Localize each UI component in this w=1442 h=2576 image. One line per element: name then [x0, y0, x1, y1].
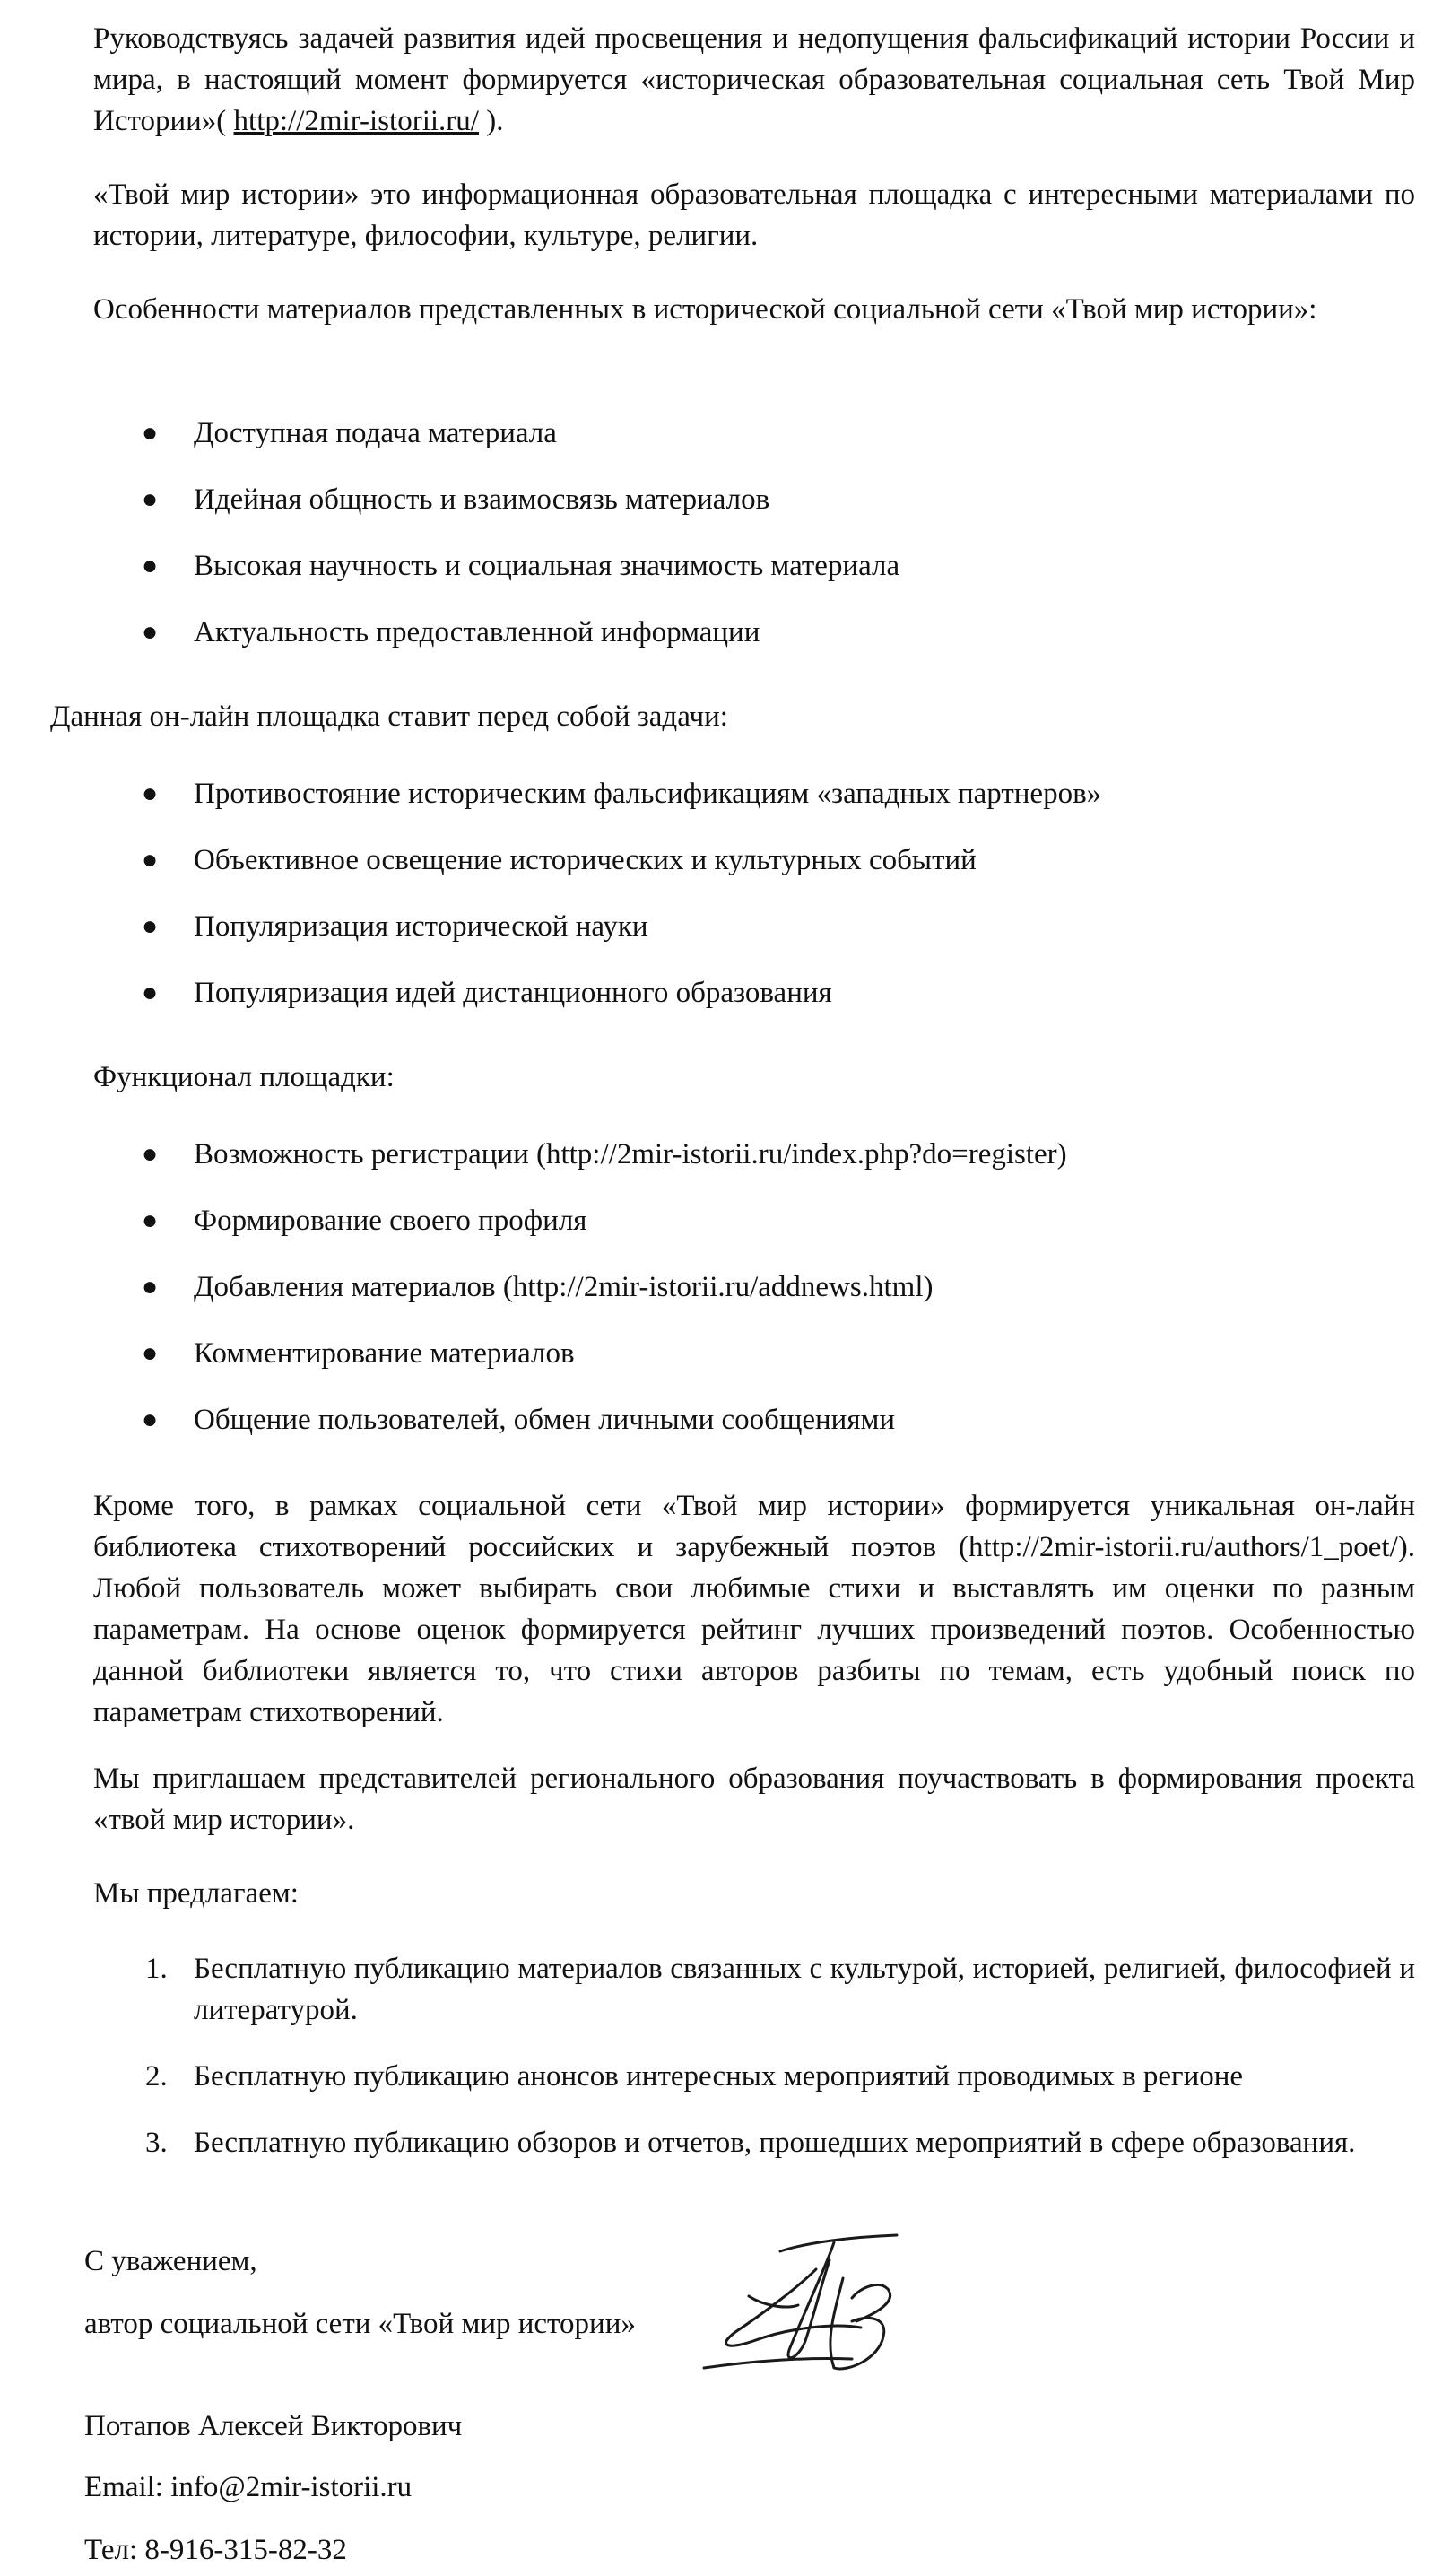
list-item: ● Противостояние историческим фальсификациям «западных партнеров» — [93, 773, 1415, 814]
list-number: 3. — [145, 2127, 168, 2159]
contact-phone: Тел: 8-916-315-82-32 — [84, 2534, 347, 2566]
list-item: ● Возможность регистрации (http://2mir-istorii.ru/index.php?do=register) — [93, 1134, 1415, 1175]
list-number: 2. — [145, 2060, 168, 2093]
offer-list — [93, 1948, 1415, 2189]
library-paragraph: Кроме того, в рамках социальной сети «Твой мир истории» формируется уникальная он-лайн библиотека стихотворений российских и зарубежный поэтов (http://2mir-istorii.ru/authors/1_poet/). Любой пользователь может выбирать свои любимые стихи и выставлять им оценки по разным параметрам. На основе оценок формируется рейтинг лучших произведений поэтов. Особенностью данной библиотеки является то, что стихи авторов разбиты по темам, есть удобный поиск по параметрам стихотворений. — [93, 1490, 1415, 1728]
functions-list — [93, 1134, 1415, 1466]
list-item: ● Добавления материалов (http://2mir-istorii.ru/addnews.html) — [93, 1266, 1415, 1308]
tasks-list — [93, 773, 1415, 1039]
intro-paragraph — [93, 18, 1415, 142]
functions-heading: Функционал площадки: — [93, 1061, 395, 1093]
description-paragraph: «Твой мир истории» это информационная образовательная площадка с интересными материалами по истории, литературе, философии, культуре, религии. — [93, 178, 1415, 252]
intro-text: Руководствуясь задачей развития идей просвещения и недопущения фальсификаций истории России и мира, в настоящий момент формируется «историческая образовательная социальная сеть Твой Мир Истории»( — [93, 22, 1415, 137]
bullet-icon: ● — [142, 911, 159, 941]
list-item: ● Идейная общность и взаимосвязь материалов — [93, 479, 1415, 520]
bullet-icon: ● — [142, 1205, 159, 1235]
intro-text-end: ). — [478, 105, 504, 137]
list-item: ● Актуальность предоставленной информации — [93, 612, 1415, 653]
bullet-icon: ● — [142, 1272, 159, 1301]
list-number: 1. — [145, 1953, 168, 1985]
contact-email[interactable]: Email: info@2mir-istorii.ru — [84, 2471, 413, 2503]
site-link[interactable]: http://2mir-istorii.ru/ — [233, 105, 479, 137]
bullet-icon: ● — [142, 845, 159, 875]
list-item: ● Общение пользователей, обмен личными сообщениями — [93, 1399, 1415, 1440]
features-heading: Особенности материалов представленных в исторической социальной сети «Твой мир истории»: — [93, 293, 1317, 326]
bullet-icon: ● — [142, 978, 159, 1007]
offer-heading: Мы предлагаем: — [93, 1877, 299, 1910]
handwritten-signature — [699, 2215, 915, 2386]
bullet-icon: ● — [142, 1405, 159, 1434]
bullet-icon: ● — [142, 617, 159, 647]
list-item: ● Высокая научность и социальная значимость материала — [93, 545, 1415, 587]
bullet-icon: ● — [142, 484, 159, 514]
tasks-heading: Данная он-лайн площадка ставит перед собой задачи: — [50, 701, 728, 733]
list-item: ● Популяризация идей дистанционного образования — [93, 972, 1415, 1014]
bullet-icon: ● — [142, 418, 159, 448]
author-role: автор социальной сети «Твой мир истории» — [84, 2308, 636, 2340]
list-item: 3. Бесплатную публикацию обзоров и отчетов, прошедших мероприятий в сфере образования. — [93, 2122, 1415, 2163]
list-item: ● Комментирование материалов — [93, 1333, 1415, 1374]
list-item: 1. Бесплатную публикацию материалов связанных с культурой, историей, религией, философией и литературой. — [93, 1948, 1415, 2031]
list-item: ● Объективное освещение исторических и культурных событий — [93, 840, 1415, 881]
list-item: ● Популяризация исторической науки — [93, 906, 1415, 947]
author-name: Потапов Алексей Викторович — [84, 2410, 463, 2442]
bullet-icon: ● — [142, 1338, 159, 1368]
bullet-icon: ● — [142, 1139, 159, 1169]
list-item: ● Формирование своего профиля — [93, 1200, 1415, 1241]
list-item: 2. Бесплатную публикацию анонсов интересных мероприятий проводимых в регионе — [93, 2056, 1415, 2097]
features-list — [93, 413, 1415, 678]
bullet-icon: ● — [142, 551, 159, 580]
list-item: ● Доступная подача материала — [93, 413, 1415, 454]
regards-text: С уважением, — [84, 2245, 257, 2277]
invitation-paragraph: Мы приглашаем представителей регионального образования поучаствовать в формирования проекта «твой мир истории». — [93, 1762, 1415, 1836]
bullet-icon: ● — [142, 779, 159, 808]
